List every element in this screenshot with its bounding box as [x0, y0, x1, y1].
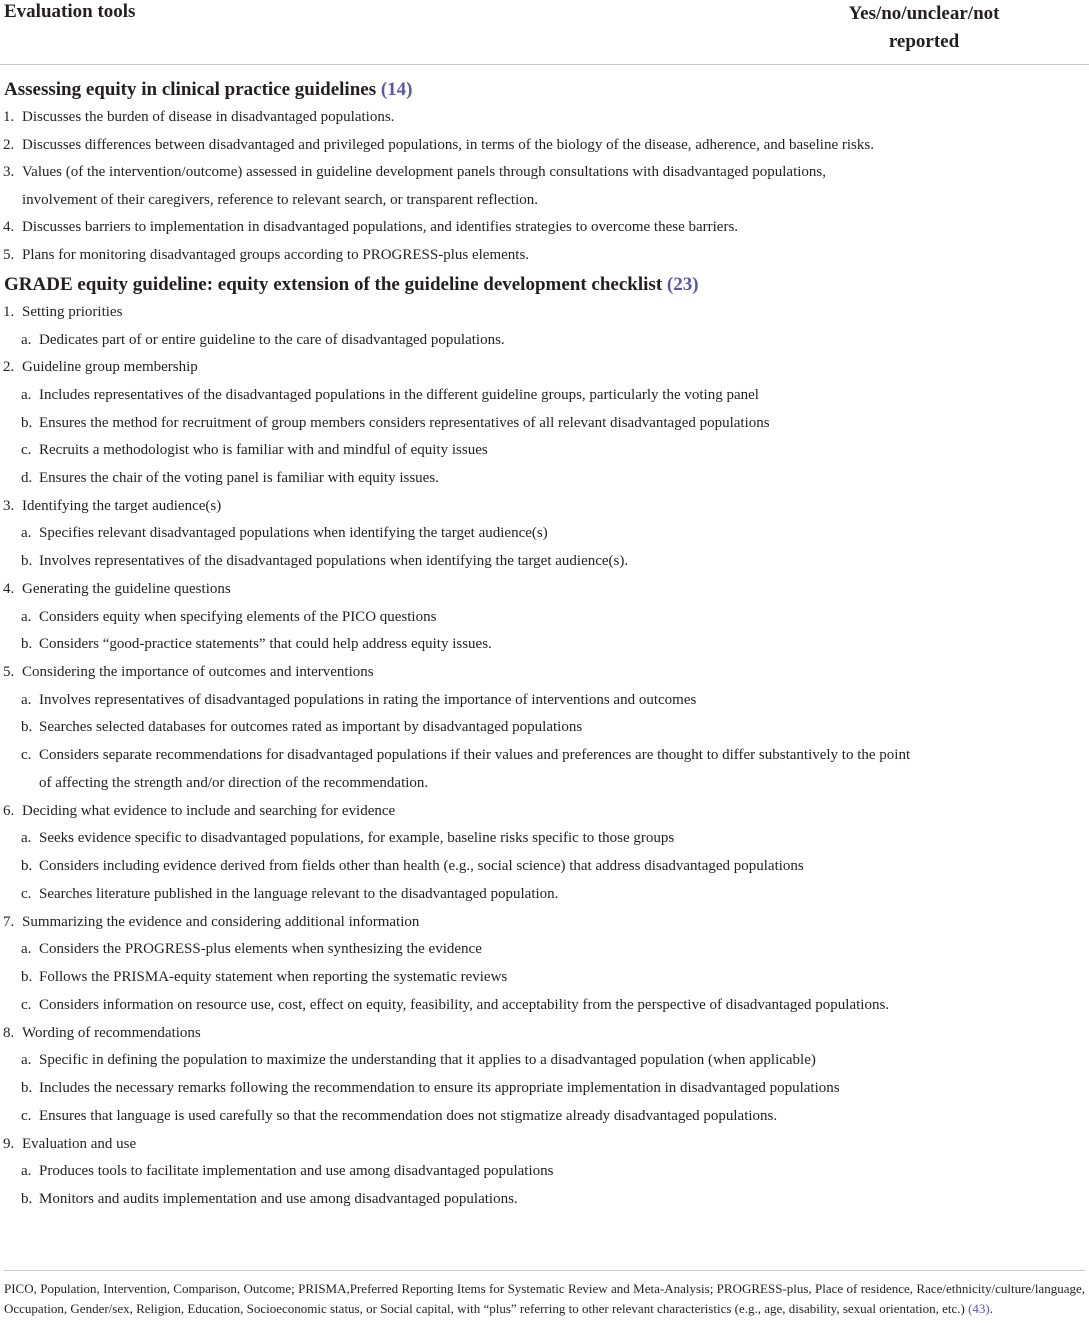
- list-item-text: Guideline group membership: [22, 359, 198, 376]
- list-item: [0, 354, 902, 382]
- list-item-number: 6.: [3, 802, 15, 819]
- list-item-number: 9.: [3, 1135, 15, 1152]
- sub-list-item: [0, 992, 919, 1020]
- sub-list-item: [0, 631, 919, 659]
- footnote-end: .: [989, 1301, 994, 1316]
- list-item: [0, 1020, 902, 1048]
- sub-list-item: [0, 548, 919, 576]
- sub-list-item-text: Searches selected databases for outcomes rated as important by disadvantaged populations: [39, 719, 583, 736]
- sub-list-item: [0, 604, 919, 632]
- sub-list-item-letter: a.: [21, 331, 32, 348]
- sub-list-item: [0, 881, 919, 909]
- column-header-response: [819, 0, 1029, 56]
- list-item-number: 4.: [3, 581, 15, 598]
- list-item: [0, 1131, 902, 1159]
- list-item-number: 1.: [3, 109, 15, 125]
- list-item-text: Discusses barriers to implementation in disadvantaged populations, and identifies strategies to overcome these barriers.: [22, 219, 739, 235]
- sub-list-item-letter: b.: [21, 553, 33, 570]
- sub-list-item: [0, 520, 919, 548]
- sub-list-item-text: Involves representatives of the disadvantaged populations when identifying the target audience(s).: [39, 553, 629, 570]
- list-item-text: Wording of recommendations: [22, 1024, 201, 1041]
- list-item-number: 2.: [3, 136, 15, 153]
- sub-list-item: [0, 853, 919, 881]
- table-body: [0, 74, 1089, 1214]
- sub-list-item: [0, 1158, 919, 1186]
- sub-list-item-text: Considers separate recommendations for disadvantaged populations if their values and preferences are thought to differ substantively to the point of affecting the strength and/or direction of the recommendation.: [39, 747, 911, 792]
- list-item: [0, 576, 902, 604]
- sub-list-item-text: Seeks evidence specific to disadvantaged populations, for example, baseline risks specific to those groups: [39, 830, 675, 847]
- sub-list-item-letter: b.: [21, 1190, 33, 1207]
- sub-list-item-text: Searches literature published in the language relevant to the disadvantaged population.: [39, 885, 559, 902]
- column-header-evaluation-tools: Evaluation tools: [4, 1, 136, 22]
- sub-list-item: [0, 742, 919, 798]
- list-item: [0, 242, 902, 270]
- sub-list-item: [0, 327, 919, 355]
- column-header-response-line1: Yes/no/unclear/not: [848, 3, 1000, 24]
- sub-list-item-text: Ensures the method for recruitment of group members considers representatives of all relevant disadvantaged populations: [39, 414, 770, 431]
- list-item-number: 2.: [3, 359, 15, 376]
- sub-list-item-letter: b.: [21, 858, 33, 875]
- sub-list-item-text: Considers the PROGRESS-plus elements when synthesizing the evidence: [39, 941, 482, 958]
- list-item: [0, 104, 902, 132]
- list-item: [0, 159, 902, 214]
- sub-list-item-text: Recruits a methodologist who is familiar with and mindful of equity issues: [39, 442, 488, 459]
- sub-list-item-letter: b.: [21, 636, 33, 653]
- sub-list-item: [0, 410, 919, 438]
- section-reference-link[interactable]: (14): [380, 79, 413, 100]
- list-item-text: Values (of the intervention/outcome) assessed in guideline development panels through consultations with disadvantaged populations, involvement of their caregivers, reference to relevant search, or transparent reflection.: [22, 164, 826, 208]
- table-footnote: [4, 1270, 1085, 1319]
- list-item-text: Discusses the burden of disease in disadvantaged populations.: [22, 109, 395, 125]
- sub-list-item: [0, 964, 919, 992]
- sub-list-item-text: Ensures the chair of the voting panel is familiar with equity issues.: [39, 470, 439, 487]
- sub-list-item-letter: a.: [21, 941, 32, 958]
- sub-list-item-letter: c.: [21, 1107, 32, 1124]
- sub-list-item-letter: c.: [21, 885, 32, 902]
- sub-list-item-text: Dedicates part of or entire guideline to the care of disadvantaged populations.: [39, 331, 505, 348]
- sub-list-item-text: Includes the necessary remarks following the recommendation to ensure its appropriate implementation in disadvantaged populations: [39, 1079, 840, 1096]
- sub-list-item-text: Follows the PRISMA-equity statement when reporting the systematic reviews: [39, 969, 508, 986]
- sub-list-item-letter: a.: [21, 830, 32, 847]
- sub-list-item: [0, 1103, 919, 1131]
- sub-list-item: [0, 714, 919, 742]
- sub-list-item-text: Involves representatives of disadvantaged populations in rating the importance of interventions and outcomes: [39, 691, 697, 708]
- section-title-text: GRADE equity guideline: equity extension of the guideline development checklist: [4, 274, 663, 295]
- sub-list-item-letter: c.: [21, 747, 32, 764]
- sub-list-item-text: Considers equity when specifying elements of the PICO questions: [39, 608, 437, 625]
- list-item-number: 5.: [3, 246, 15, 263]
- list-item: [0, 132, 902, 160]
- sub-list-item-letter: b.: [21, 414, 33, 431]
- list-item-text: Evaluation and use: [22, 1135, 137, 1152]
- list-item-number: 3.: [3, 164, 15, 180]
- table-header: [0, 0, 1089, 65]
- list-item-number: 7.: [3, 913, 15, 930]
- list-item-number: 1.: [3, 304, 15, 320]
- section-title-text: Assessing equity in clinical practice guidelines: [4, 79, 377, 100]
- list-item-text: Setting priorities: [22, 304, 123, 320]
- sub-list-item-letter: a.: [21, 386, 32, 403]
- sub-list-item-letter: c.: [21, 442, 32, 459]
- list-item: [0, 909, 902, 937]
- sub-list-item-letter: b.: [21, 719, 33, 736]
- footnote-reference-link[interactable]: (43): [968, 1301, 990, 1316]
- list-item-number: 3.: [3, 497, 15, 514]
- sub-list-item-letter: a.: [21, 1052, 32, 1069]
- sub-list-item: [0, 687, 919, 715]
- list-item: [0, 214, 902, 242]
- section-title: [0, 271, 1089, 299]
- list-item: [0, 299, 902, 327]
- list-item-text: Generating the guideline questions: [22, 581, 231, 598]
- sub-list-item-text: Specifies relevant disadvantaged populations when identifying the target audience(s): [39, 525, 548, 542]
- list-item-number: 5.: [3, 664, 15, 681]
- sub-list-item: [0, 1186, 919, 1214]
- sub-list-item-letter: a.: [21, 691, 32, 708]
- section-reference-link[interactable]: (23): [666, 274, 699, 295]
- sub-list-item-text: Ensures that language is used carefully so that the recommendation does not stigmatize already disadvantaged populations.: [39, 1107, 778, 1124]
- sub-list-item-letter: d.: [21, 470, 33, 487]
- sub-list-item: [0, 1075, 919, 1103]
- sub-list-item-text: Specific in defining the population to maximize the understanding that it applies to a disadvantaged population (when applicable): [39, 1052, 816, 1069]
- sub-list-item-letter: a.: [21, 1163, 32, 1180]
- list-item-text: Considering the importance of outcomes and interventions: [22, 664, 374, 681]
- sub-list-item-letter: a.: [21, 525, 32, 542]
- sub-list-item-text: Considers including evidence derived from fields other than health (e.g., social science) that address disadvantaged populations: [39, 858, 804, 875]
- sub-list-item: [0, 825, 919, 853]
- sub-list-item-text: Considers “good-practice statements” that could help address equity issues.: [39, 636, 492, 653]
- list-item: [0, 659, 902, 687]
- sub-list-item-text: Considers information on resource use, cost, effect on equity, feasibility, and acceptability from the perspective of disadvantaged populations.: [39, 996, 890, 1013]
- sub-list-item-letter: b.: [21, 1079, 33, 1096]
- list-item: [0, 493, 902, 521]
- sub-list-item: [0, 936, 919, 964]
- sub-list-item: [0, 437, 919, 465]
- list-item-number: 8.: [3, 1024, 15, 1041]
- sub-list-item-text: Includes representatives of the disadvantaged populations in the different guideline groups, particularly the voting panel: [39, 386, 759, 403]
- sub-list-item-letter: c.: [21, 996, 32, 1013]
- list-item-text: Discusses differences between disadvantaged and privileged populations, in terms of the biology of the disease, adherence, and baseline risks.: [22, 136, 874, 153]
- footnote-text: PICO, Population, Intervention, Comparison, Outcome; PRISMA,Preferred Reporting Items for Systematic Review and Meta-Analysis; PROGRESS-plus, Place of residence, Race/ethnicity/culture/language, Occupation, Gender/sex, Religion, Education, Socioeconomic status, or Social capital, with “plus” referring to other relevant characteristics (e.g., age, disability, sexual orientation, etc.): [4, 1281, 1085, 1316]
- list-item-number: 4.: [3, 219, 15, 235]
- section-title: [0, 76, 1089, 104]
- sub-list-item-letter: a.: [21, 608, 32, 625]
- sub-list-item-text: Produces tools to facilitate implementation and use among disadvantaged populations: [39, 1163, 554, 1180]
- list-item-text: Plans for monitoring disadvantaged groups according to PROGRESS-plus elements.: [22, 246, 530, 263]
- list-item-text: Summarizing the evidence and considering additional information: [22, 913, 420, 930]
- list-item: [0, 798, 902, 826]
- sub-list-item: [0, 1047, 919, 1075]
- list-item-text: Deciding what evidence to include and searching for evidence: [22, 802, 396, 819]
- sub-list-item-text: Monitors and audits implementation and use among disadvantaged populations.: [39, 1190, 518, 1207]
- sub-list-item: [0, 465, 919, 493]
- sub-list-item-letter: b.: [21, 969, 33, 986]
- list-item-text: Identifying the target audience(s): [22, 497, 222, 514]
- sub-list-item: [0, 382, 919, 410]
- column-header-response-line2: reported: [888, 31, 960, 52]
